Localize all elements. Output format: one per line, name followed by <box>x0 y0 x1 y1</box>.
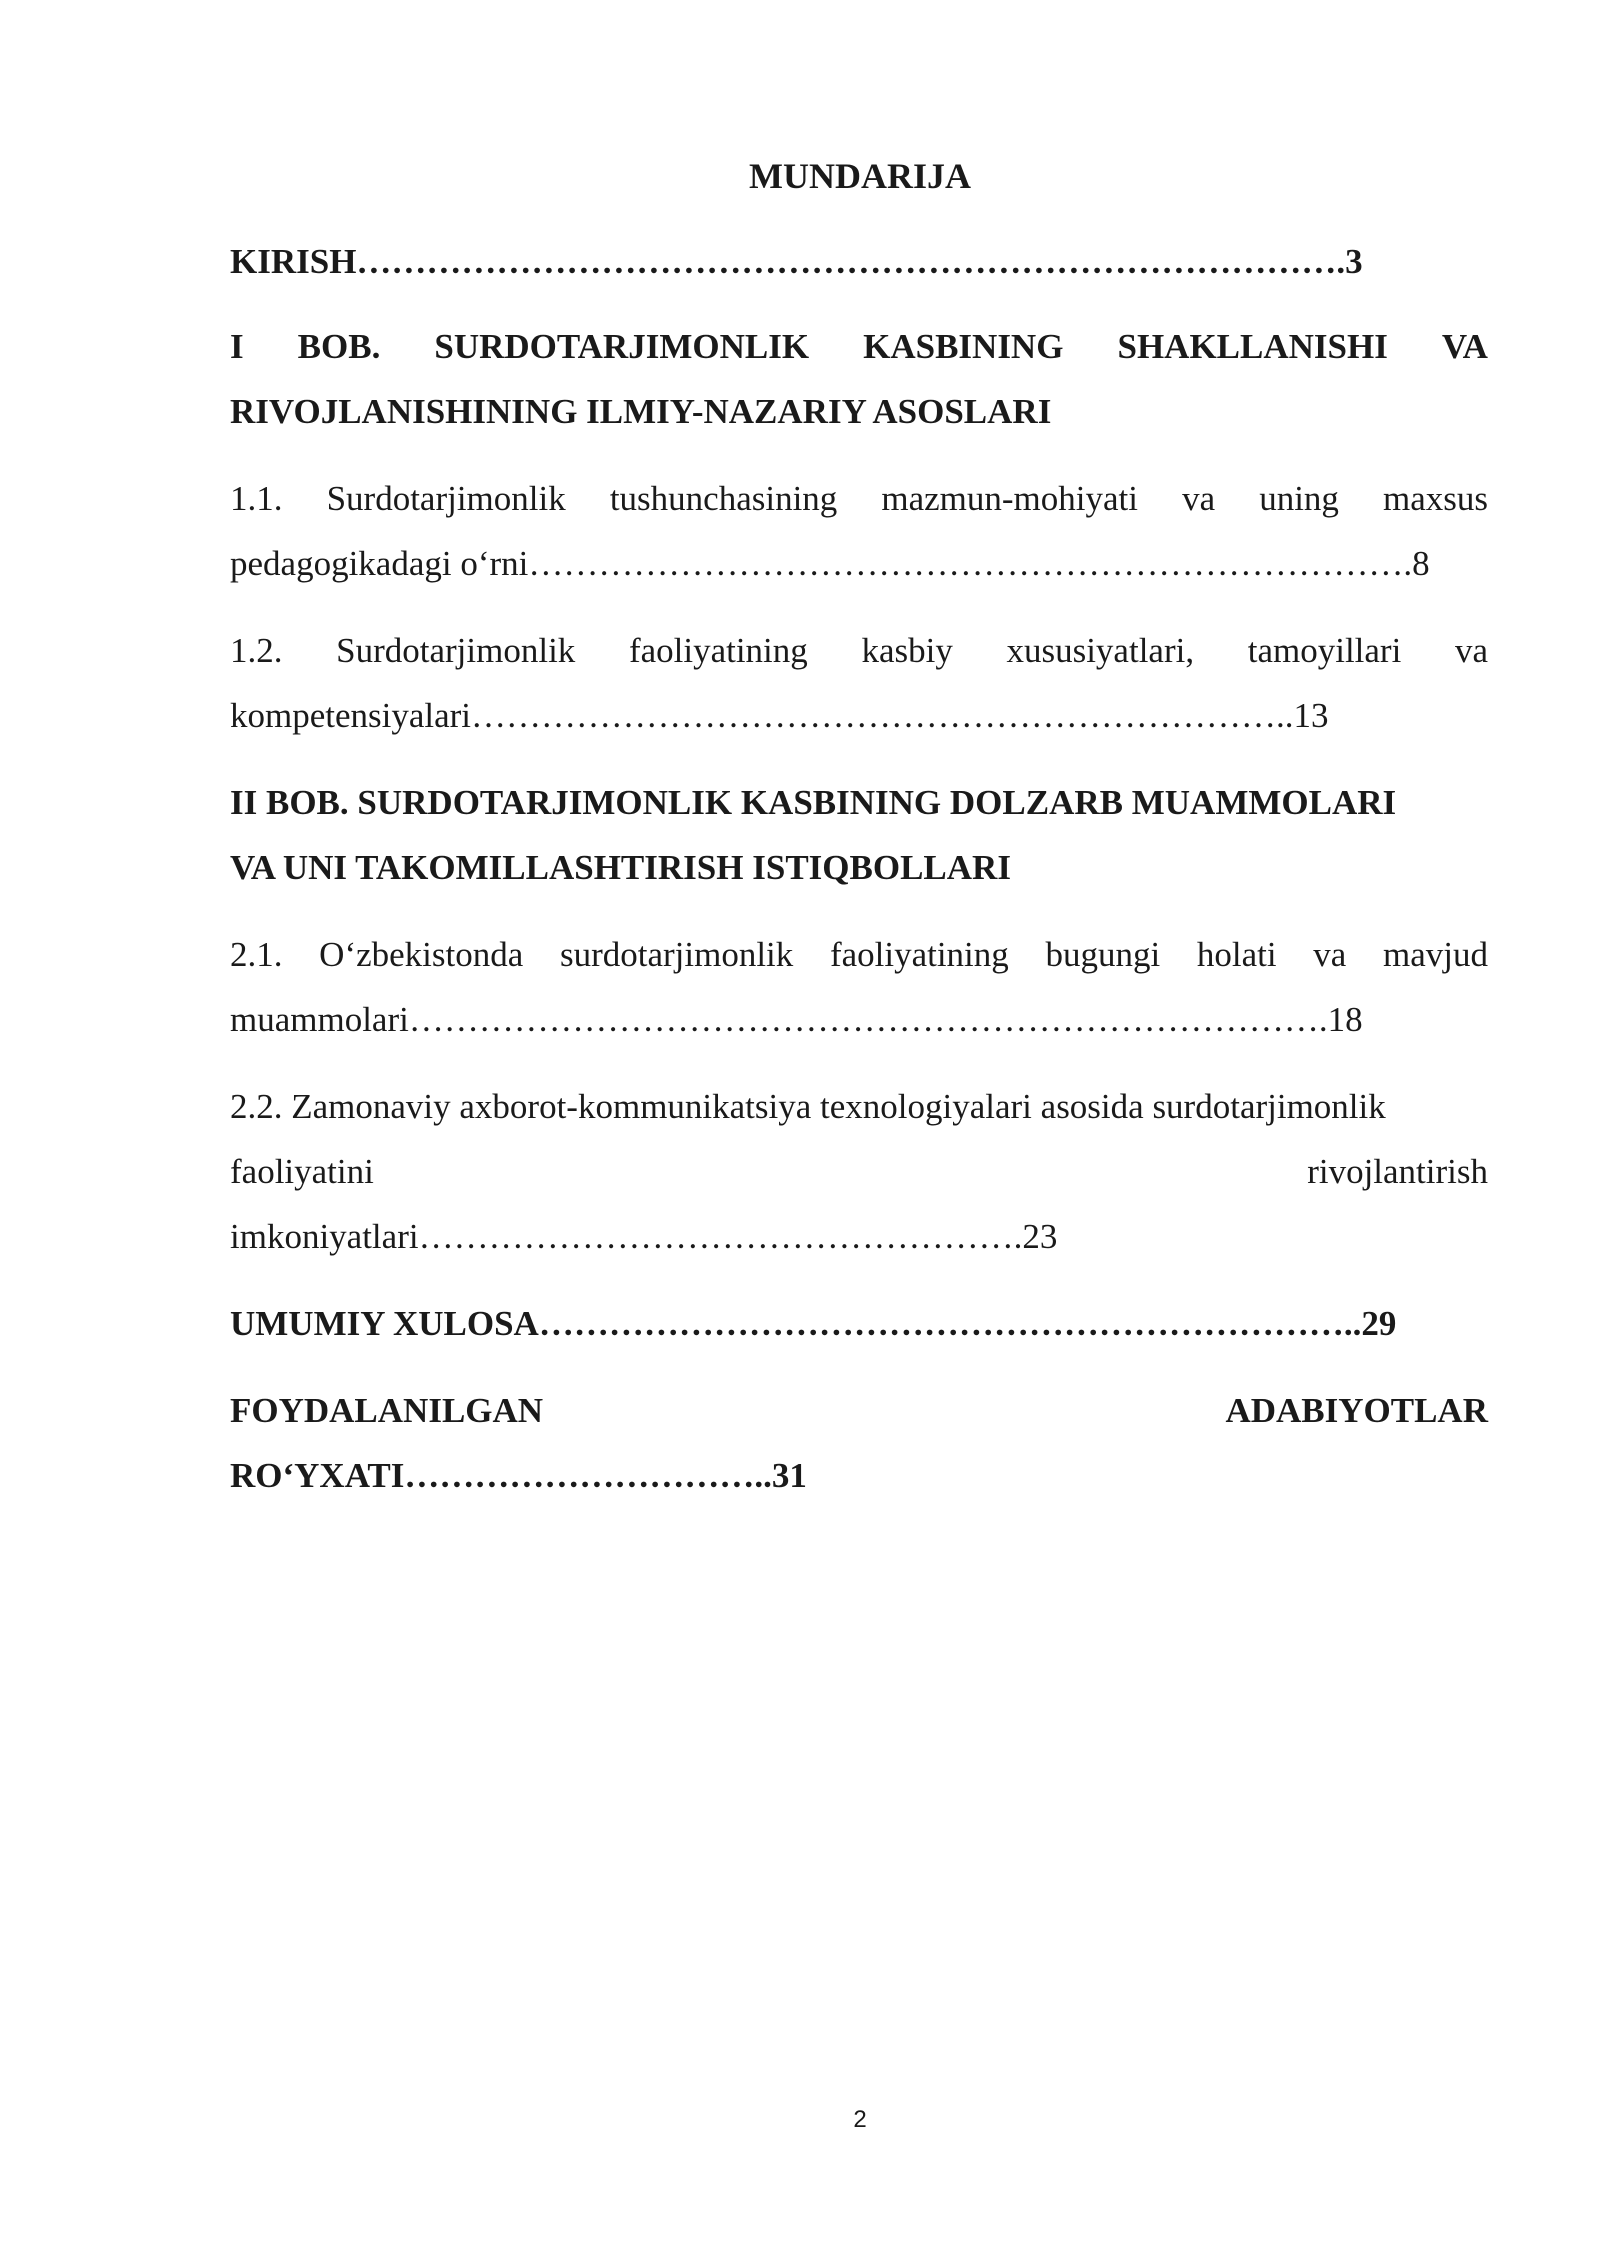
toc-entry-2-2-line3[interactable]: imkoniyatlari…………………………………………….23 <box>230 1217 1058 1256</box>
word: va <box>1313 935 1347 974</box>
word: faoliyatining <box>829 935 1009 974</box>
word: KASBINING <box>863 327 1064 366</box>
word: Surdotarjimonlik <box>336 631 576 670</box>
word: 1.2. <box>230 631 283 670</box>
toc-entry-bob1-line1[interactable] <box>230 323 1488 371</box>
toc-entry-1-1-line2[interactable]: pedagogikadagi o‘rni………………………………………………………………….8 <box>230 544 1430 583</box>
word: SHAKLLANISHI <box>1117 327 1388 366</box>
word: faoliyatini <box>230 1152 374 1191</box>
word: O‘zbekistonda <box>319 935 524 974</box>
word: holati <box>1196 935 1277 974</box>
word: surdotarjimonlik <box>559 935 794 974</box>
word: va <box>1182 479 1216 518</box>
toc-entry-bob1-line2[interactable]: RIVOJLANISHINING ILMIY-NAZARIY ASOSLARI <box>230 392 1052 431</box>
word: BOB. <box>297 327 381 366</box>
toc-entry-adabiyot-line2[interactable]: RO‘YXATI…………………………..31 <box>230 1456 807 1495</box>
toc-entry-2-2-line2[interactable] <box>230 1148 1488 1196</box>
toc-entry-1-1-line1[interactable] <box>230 475 1488 523</box>
toc-entry-xulosa[interactable]: UMUMIY XULOSA……………………………………………………………..29 <box>230 1304 1397 1343</box>
toc-entry-adabiyot-line1[interactable] <box>230 1387 1488 1435</box>
page-title: MUNDARIJA <box>749 156 971 196</box>
toc-entry-2-1-line2[interactable]: muammolari…………………………………………………………………….18 <box>230 1000 1363 1039</box>
word: va <box>1454 631 1488 670</box>
word: faoliyatining <box>628 631 808 670</box>
word: xususiyatlari, <box>1006 631 1195 670</box>
word: SURDOTARJIMONLIK <box>434 327 810 366</box>
word: I <box>230 327 244 366</box>
page-number: 2 <box>853 2106 867 2133</box>
word: mazmun-mohiyati <box>881 479 1138 518</box>
toc-entry-2-2-line1[interactable]: 2.2. Zamonaviy axborot-kommunikatsiya texnologiyalari asosida surdotarjimonlik <box>230 1087 1386 1126</box>
word: maxsus <box>1383 479 1488 518</box>
word: bugungi <box>1045 935 1161 974</box>
word: 2.1. <box>230 935 283 974</box>
word: tamoyillari <box>1247 631 1402 670</box>
word: Surdotarjimonlik <box>326 479 566 518</box>
word: FOYDALANILGAN <box>230 1391 544 1430</box>
word: rivojlantirish <box>1307 1152 1488 1191</box>
toc-entry-bob2-line1[interactable]: II BOB. SURDOTARJIMONLIK KASBINING DOLZARB MUAMMOLARI <box>230 783 1397 822</box>
word: kasbiy <box>861 631 953 670</box>
word: VA <box>1441 327 1488 366</box>
word: tushunchasining <box>609 479 838 518</box>
toc-entry-1-2-line1[interactable] <box>230 627 1488 675</box>
word: mavjud <box>1382 935 1488 974</box>
toc-entry-bob2-line2[interactable]: VA UNI TAKOMILLASHTIRISH ISTIQBOLLARI <box>230 848 1011 887</box>
toc-entry-kirish[interactable]: KIRISH………………………………………………………………………….3 <box>230 242 1363 281</box>
word: 1.1. <box>230 479 283 518</box>
toc-entry-2-1-line1[interactable] <box>230 931 1488 979</box>
toc-entry-1-2-line2[interactable]: kompetensiyalari……………………………………………………………..13 <box>230 696 1329 735</box>
word: ADABIYOTLAR <box>1225 1391 1488 1430</box>
word: uning <box>1259 479 1339 518</box>
